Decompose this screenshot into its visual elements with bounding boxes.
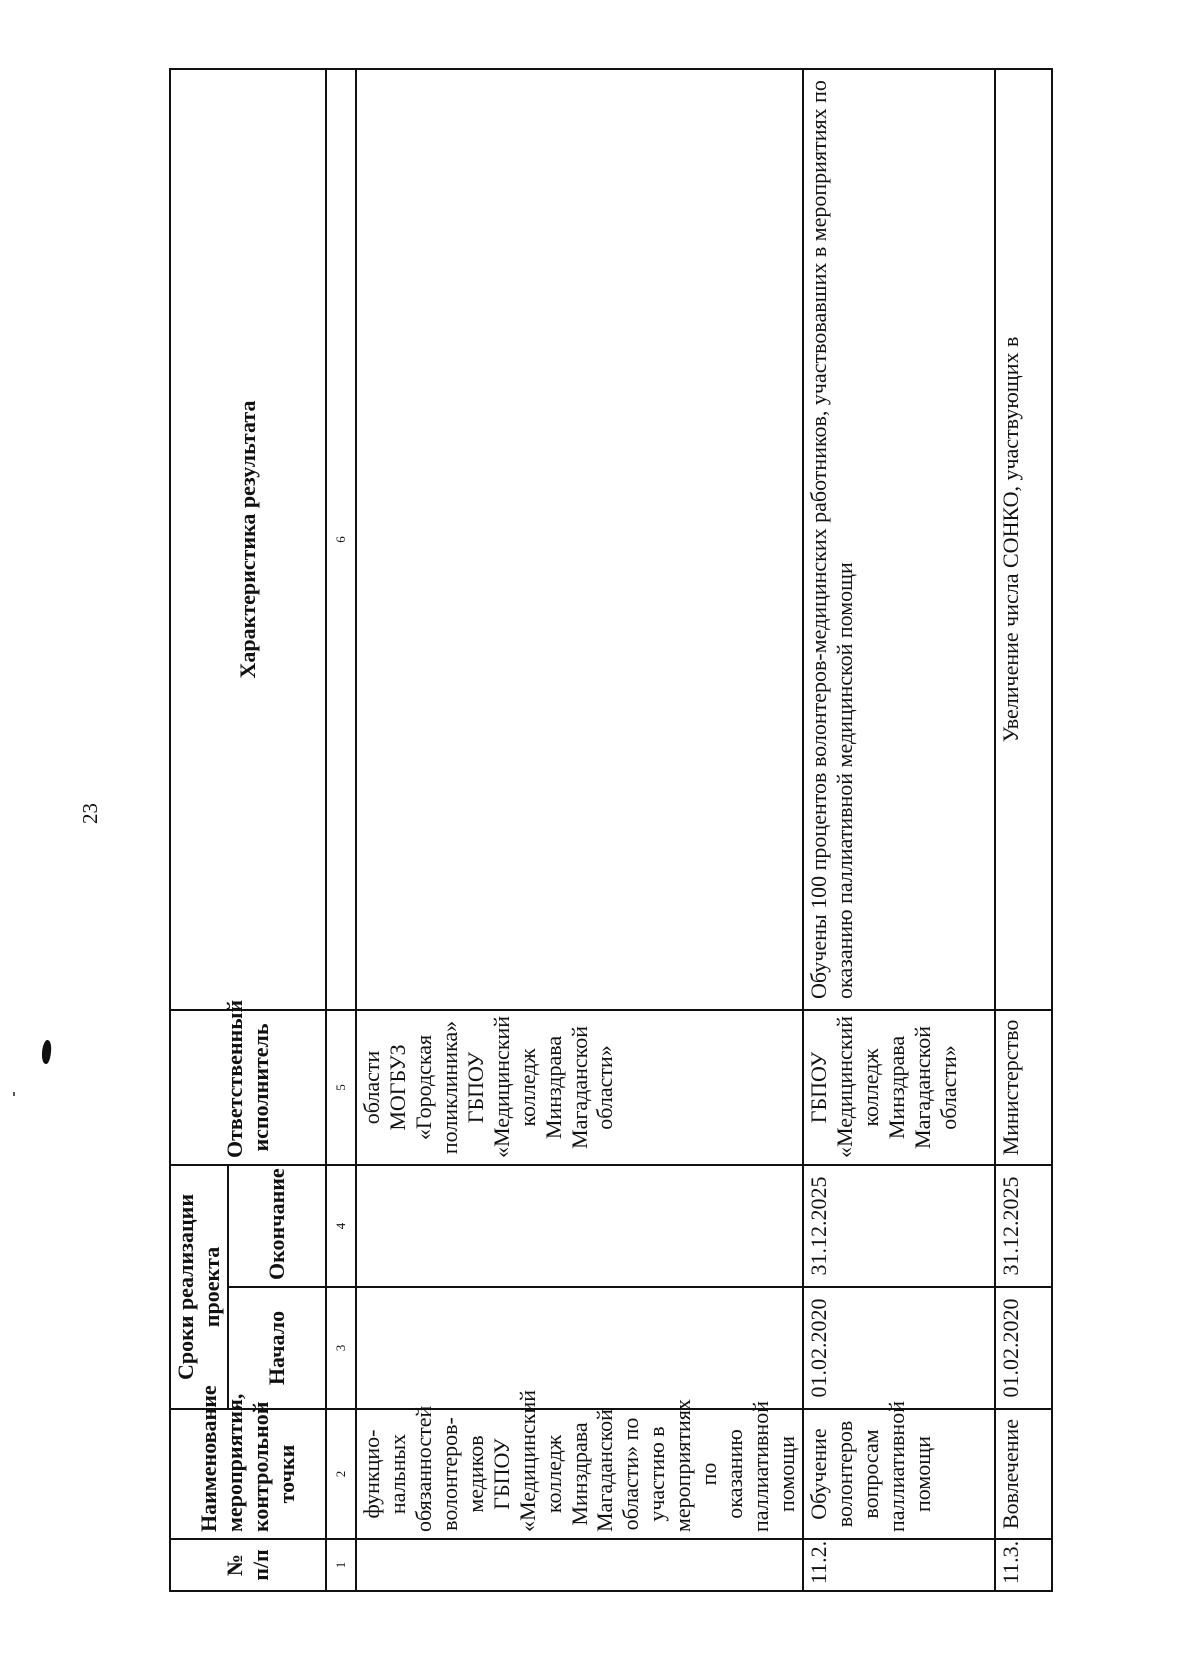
rotated-table-container bbox=[169, 68, 1053, 1592]
row-responsible: Министерство bbox=[995, 1010, 1052, 1165]
row-name: функцио-нальных обязанностей волонтеров-медиков ГБПОУ «Медицинский колледж Минздрава Магаданской области» по участию в мероприятиях по оказанию паллиативной помощи bbox=[356, 1409, 803, 1539]
row-name: Обучение волонтеров вопросам паллиативной помощи bbox=[803, 1409, 995, 1539]
table-row bbox=[803, 69, 995, 1591]
row-num: 11.3. bbox=[995, 1539, 1052, 1591]
column-number: 4 bbox=[326, 1165, 356, 1287]
row-start: 01.02.2020 bbox=[995, 1287, 1052, 1409]
row-result: Увеличение числа СОНКО, участвующих в bbox=[995, 69, 1052, 1010]
column-number: 3 bbox=[326, 1287, 356, 1409]
header-period: Сроки реализации проекта bbox=[170, 1165, 228, 1409]
row-result: Обучены 100 процентов волонтеров-медицинских работников, участвовавших в мероприятиях по оказанию паллиативной медицинской помощи bbox=[803, 69, 995, 1010]
column-number: 5 bbox=[326, 1010, 356, 1165]
header-name: Наименование мероприятия, контрольной точки bbox=[170, 1409, 326, 1539]
table-row bbox=[995, 69, 1052, 1591]
page-number: 23 bbox=[78, 803, 102, 824]
column-number: 2 bbox=[326, 1409, 356, 1539]
row-name: Вовлечение bbox=[995, 1409, 1052, 1539]
header-end: Окончание bbox=[228, 1165, 326, 1287]
scan-speck bbox=[40, 1039, 52, 1064]
row-responsible: области МОГБУЗ «Городская поликлиника» ГБПОУ «Медицинский колледж Минздрава Магаданской области» bbox=[356, 1010, 803, 1165]
row-end bbox=[356, 1165, 803, 1287]
row-num: 11.2. bbox=[803, 1539, 995, 1591]
table-row bbox=[356, 69, 803, 1591]
row-responsible: ГБПОУ «Медицинский колледж Минздрава Магаданской области» bbox=[803, 1010, 995, 1165]
row-result bbox=[356, 69, 803, 1010]
header-responsible: Ответственный исполнитель bbox=[170, 1010, 326, 1165]
header-result: Характеристика результата bbox=[170, 69, 326, 1010]
row-end: 31.12.2025 bbox=[803, 1165, 995, 1287]
column-number: 6 bbox=[326, 69, 356, 1010]
plan-table bbox=[169, 68, 1053, 1592]
header-row-1 bbox=[170, 69, 228, 1591]
scan-dot bbox=[13, 1092, 15, 1096]
header-start: Начало bbox=[228, 1287, 326, 1409]
column-number-row bbox=[326, 69, 356, 1591]
row-end: 31.12.2025 bbox=[995, 1165, 1052, 1287]
header-num: № п/п bbox=[170, 1539, 326, 1591]
row-start: 01.02.2020 bbox=[803, 1287, 995, 1409]
column-number: 1 bbox=[326, 1539, 356, 1591]
row-start bbox=[356, 1287, 803, 1409]
row-num bbox=[356, 1539, 803, 1591]
